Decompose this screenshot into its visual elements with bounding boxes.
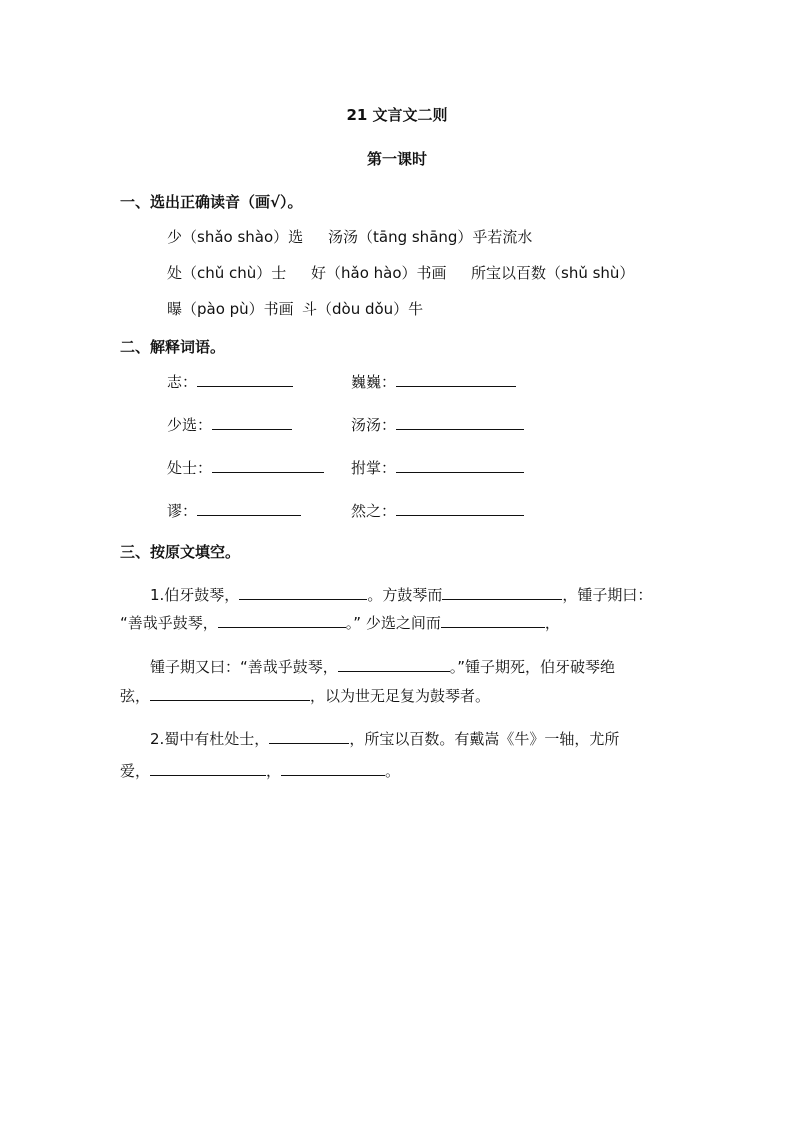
answer-blank[interactable] — [396, 501, 524, 516]
s1-item: 所宝以百数（shǔ shù） — [471, 264, 635, 282]
section-2-heading: 二、解释词语。 — [120, 338, 226, 356]
s1-item: 少（shǎo shào）选 — [167, 228, 304, 246]
answer-blank[interactable] — [150, 686, 310, 701]
term-label: 处士： — [167, 459, 213, 477]
answer-blank[interactable] — [212, 458, 324, 473]
s1-item: 斗（dòu dǒu）牛 — [302, 300, 424, 318]
text-segment: 爱， — [120, 762, 151, 780]
s1-item: 好（hǎo hào）书画 — [311, 264, 447, 282]
term-label: 汤汤： — [351, 416, 397, 434]
answer-blank[interactable] — [396, 415, 524, 430]
section-3-heading: 三、按原文填空。 — [120, 543, 241, 561]
answer-blank[interactable] — [150, 761, 266, 776]
s1-item: 处（chǔ chù）士 — [167, 264, 287, 282]
term-label: 然之： — [351, 502, 397, 520]
answer-blank[interactable] — [218, 613, 346, 628]
text-segment: 2.蜀中有杜处士， — [150, 730, 270, 748]
answer-blank[interactable] — [269, 729, 349, 744]
answer-blank[interactable] — [281, 761, 385, 776]
text-segment: 弦， — [120, 687, 151, 705]
text-segment: ， — [266, 762, 282, 780]
term-label: 巍巍： — [351, 373, 397, 391]
page-title: 21 文言文二则 — [346, 106, 448, 124]
s2-term — [351, 500, 524, 521]
section-1-heading: 一、选出正确读音（画√）。 — [120, 193, 303, 211]
s2-term — [351, 457, 524, 478]
s2-term — [167, 371, 293, 392]
term-label: 谬： — [167, 502, 198, 520]
s2-term — [351, 414, 524, 435]
page-subtitle: 第一课时 — [366, 150, 427, 168]
answer-blank[interactable] — [212, 415, 292, 430]
text-segment: ，锺子期曰： — [562, 586, 653, 604]
text-segment: 。方鼓琴而 — [367, 586, 443, 604]
term-label: 志： — [167, 373, 198, 391]
term-label: 少选： — [167, 416, 213, 434]
answer-blank[interactable] — [396, 372, 516, 387]
answer-blank[interactable] — [197, 372, 293, 387]
fill-line — [150, 584, 652, 605]
text-segment: ， — [544, 614, 560, 632]
text-segment: 。”锺子期死，伯牙破琴绝 — [449, 658, 616, 676]
text-segment: 。 — [385, 762, 401, 780]
fill-line — [120, 685, 490, 706]
fill-line — [150, 728, 619, 749]
term-label: 拊掌： — [351, 459, 397, 477]
s1-item: 曝（pào pù）书画 — [167, 300, 294, 318]
fill-line — [120, 760, 400, 781]
text-segment: ，以为世无足复为鼓琴者。 — [310, 687, 491, 705]
text-segment: 锺子期又曰：“善哉乎鼓琴， — [150, 658, 338, 676]
s2-term — [351, 371, 516, 392]
answer-blank[interactable] — [239, 585, 367, 600]
fill-line — [120, 612, 560, 633]
answer-blank[interactable] — [338, 657, 450, 672]
answer-blank[interactable] — [441, 613, 545, 628]
text-segment: ，所宝以百数。有戴嵩《牛》一轴，尤所 — [349, 730, 620, 748]
text-segment: 1.伯牙鼓琴， — [150, 586, 240, 604]
answer-blank[interactable] — [442, 585, 562, 600]
s2-term — [167, 500, 301, 521]
s2-term — [167, 414, 292, 435]
answer-blank[interactable] — [197, 501, 301, 516]
text-segment: “善哉乎鼓琴， — [120, 614, 218, 632]
fill-line — [150, 656, 615, 677]
answer-blank[interactable] — [396, 458, 524, 473]
text-segment: 。” 少选之间而 — [345, 614, 441, 632]
s2-term — [167, 457, 324, 478]
s1-item: 汤汤（tāng shāng）乎若流水 — [328, 228, 533, 246]
